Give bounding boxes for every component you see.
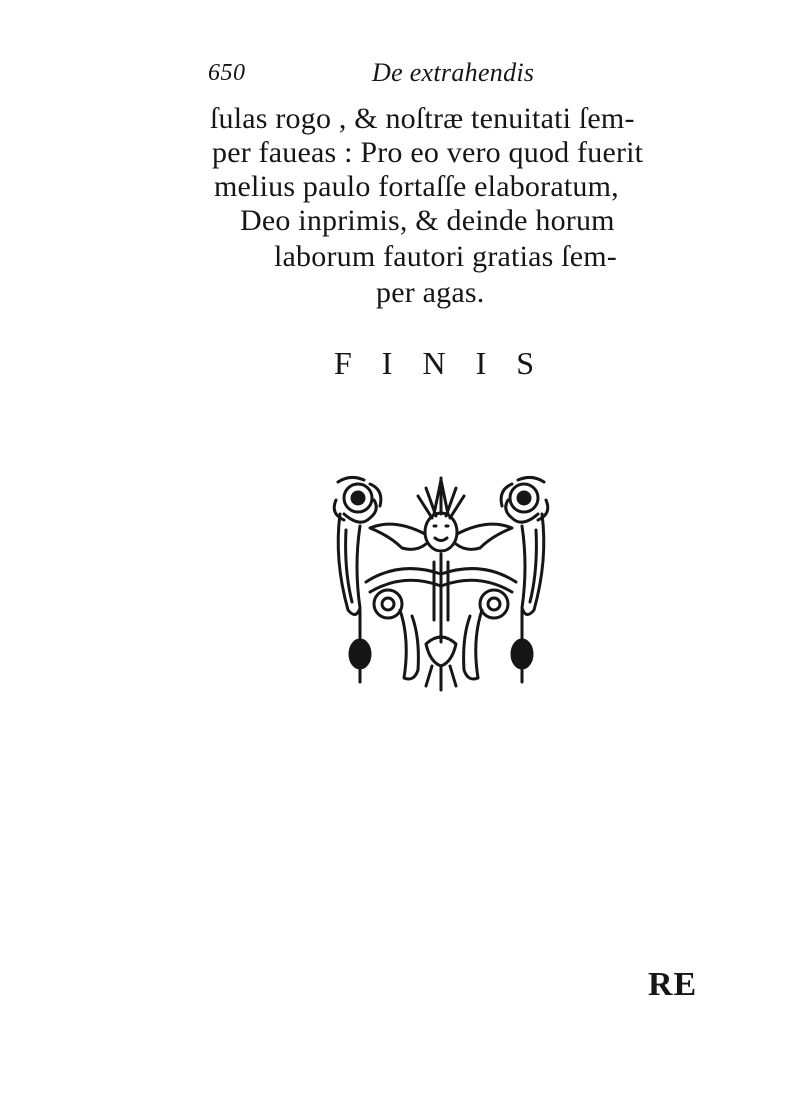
- body-line: laborum fautori gratias ſem-: [274, 240, 617, 273]
- floral-tailpiece-icon: [330, 470, 552, 695]
- body-line: melius paulo fortaſſe elaboratum,: [214, 170, 619, 203]
- body-line: per faueas : Pro eo vero quod fuerit: [212, 136, 644, 169]
- page-number: 650: [208, 60, 246, 86]
- body-line: per agas.: [376, 276, 485, 309]
- running-head: De extrahendis: [372, 58, 535, 87]
- catchword: RE: [648, 966, 698, 1003]
- finis-heading: FINIS: [334, 345, 565, 381]
- body-line: ſulas rogo , & noſtræ tenuitati ſem-: [210, 102, 635, 135]
- body-line: Deo inprimis, & deinde horum: [240, 204, 615, 237]
